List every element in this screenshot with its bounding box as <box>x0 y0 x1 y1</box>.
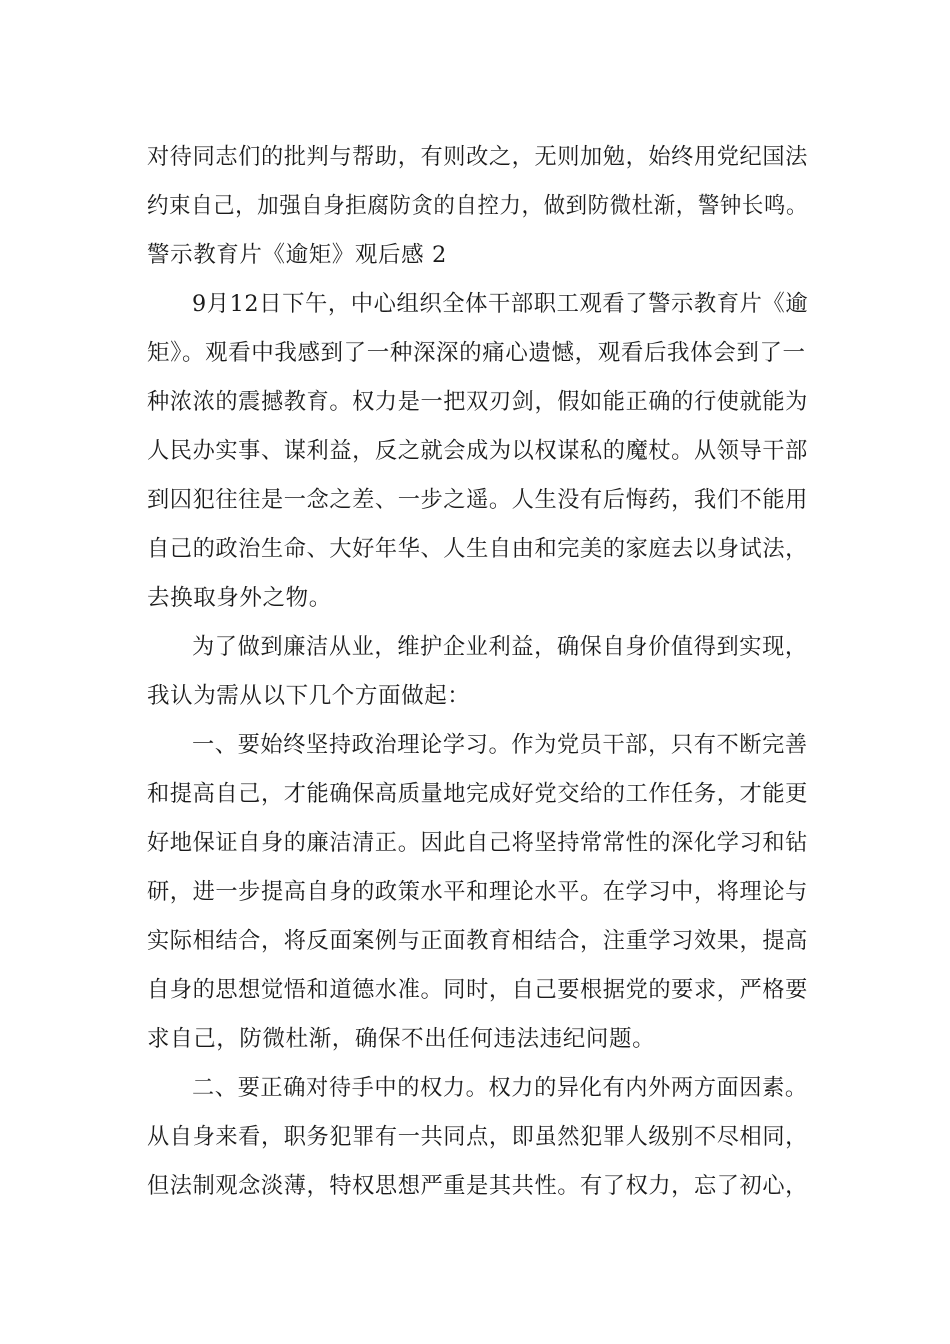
text-line: 实际相结合，将反面案例与正面教育相结合，注重学习效果，提高 <box>147 928 808 954</box>
text-line: 自己的政治生命、大好年华、人生自由和完美的家庭去以身试法， <box>147 536 808 562</box>
text-line: 好地保证自身的廉洁清正。因此自己将坚持常常性的深化学习和钻 <box>147 830 808 856</box>
section-heading: 警示教育片《逾矩》观后感 2 <box>147 242 447 268</box>
text-line: 去换取身外之物。 <box>147 585 332 611</box>
text-line: 从自身来看，职务犯罪有一共同点，即虽然犯罪人级别不尽相同， <box>147 1124 808 1150</box>
text-line: 研，进一步提高自身的政策水平和理论水平。在学习中，将理论与 <box>147 879 808 905</box>
text-line: 二、要正确对待手中的权力。权力的异化有内外两方面因素。 <box>192 1075 808 1101</box>
text-line: 到囚犯往往是一念之差、一步之遥。人生没有后悔药，我们不能用 <box>147 487 808 513</box>
text-line: 求自己，防微杜渐，确保不出任何违法违纪问题。 <box>147 1026 656 1052</box>
text-line: 约束自己，加强自身拒腐防贪的自控力，做到防微杜渐，警钟长鸣。 <box>147 193 808 219</box>
text-line: 但法制观念淡薄，特权思想严重是其共性。有了权力，忘了初心， <box>147 1173 808 1199</box>
text-line: 我认为需从以下几个方面做起： <box>147 683 471 709</box>
text-line: 和提高自己，才能确保高质量地完成好党交给的工作任务，才能更 <box>147 781 808 807</box>
text-line: 自身的思想觉悟和道德水准。同时，自己要根据党的要求，严格要 <box>147 977 808 1003</box>
text-line: 人民办实事、谋利益，反之就会成为以权谋私的魔杖。从领导干部 <box>147 438 808 464</box>
text-line: 矩》。观看中我感到了一种深深的痛心遗憾，观看后我体会到了一 <box>147 340 806 366</box>
text-line: 为了做到廉洁从业，维护企业利益，确保自身价值得到实现， <box>192 634 808 660</box>
text-line: 9月12日下午，中心组织全体干部职工观看了警示教育片《逾 <box>192 291 809 317</box>
text-line: 对待同志们的批判与帮助，有则改之，无则加勉，始终用党纪国法 <box>147 144 808 170</box>
text-line: 种浓浓的震撼教育。权力是一把双刃剑，假如能正确的行使就能为 <box>147 389 808 415</box>
text-line: 一、要始终坚持政治理论学习。作为党员干部，只有不断完善 <box>192 732 808 758</box>
